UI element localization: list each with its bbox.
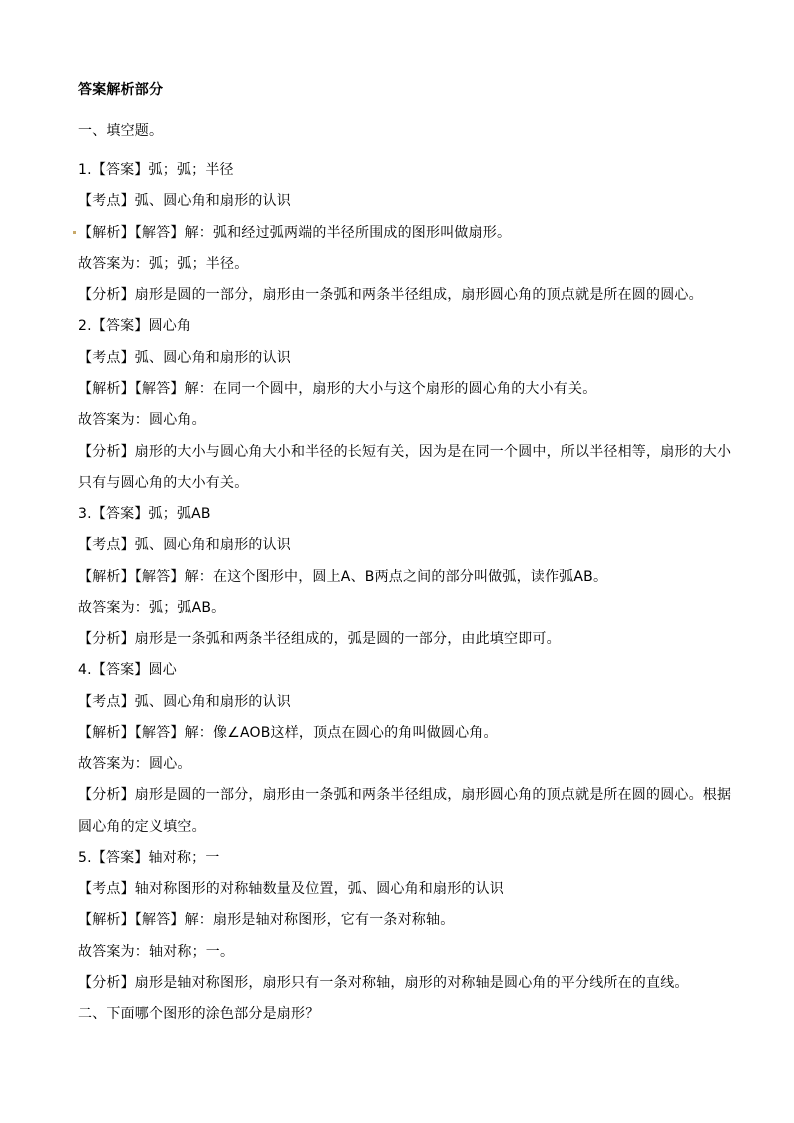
analysis-line: 【分析】扇形是轴对称图形，扇形只有一条对称轴，扇形的对称轴是圆心角的平分线所在的直线。 (78, 975, 689, 991)
explanation-line: 【解析】【解答】解：在这个图形中，圆上A、B两点之间的部分叫做弧，读作弧AB。 (78, 569, 608, 585)
analysis-line-continued: 圆心角的定义填空。 (78, 819, 206, 835)
section-heading-2: 二、下面哪个图形的涂色部分是扇形？ (78, 1006, 320, 1022)
answer-line: 5.【答案】轴对称；一 (78, 850, 220, 866)
result-line: 故答案为：弧；弧AB。 (78, 600, 226, 616)
section-heading-1: 一、填空题。 (78, 123, 164, 139)
explanation-line: 【解析】【解答】解：在同一个圆中，扇形的大小与这个扇形的圆心角的大小有关。 (78, 381, 597, 397)
answer-line: 1.【答案】弧；弧；半径 (78, 162, 234, 178)
margin-mark (73, 231, 76, 234)
result-line: 故答案为：轴对称；一。 (78, 944, 235, 960)
analysis-line: 【分析】扇形是圆的一部分，扇形由一条弧和两条半径组成，扇形圆心角的顶点就是所在圆的圆心。根据 (78, 787, 732, 803)
topic-line: 【考点】弧、圆心角和扇形的认识 (78, 193, 291, 209)
analysis-line: 【分析】扇形的大小与圆心角大小和半径的长短有关，因为是在同一个圆中，所以半径相等，扇形的大小 (78, 444, 732, 460)
analysis-line-continued: 只有与圆心角的大小有关。 (78, 475, 249, 491)
explanation-line: 【解析】【解答】解：弧和经过弧两端的半径所围成的图形叫做扇形。 (78, 225, 512, 241)
document-title: 答案解析部分 (78, 82, 164, 98)
result-line: 故答案为：圆心角。 (78, 412, 206, 428)
result-line: 故答案为：圆心。 (78, 756, 192, 772)
analysis-line: 【分析】扇形是圆的一部分，扇形由一条弧和两条半径组成，扇形圆心角的顶点就是所在圆的圆心。 (78, 287, 703, 303)
topic-line: 【考点】弧、圆心角和扇形的认识 (78, 350, 291, 366)
topic-line: 【考点】弧、圆心角和扇形的认识 (78, 694, 291, 710)
answer-line: 4.【答案】圆心 (78, 662, 177, 678)
topic-line: 【考点】轴对称图形的对称轴数量及位置，弧、圆心角和扇形的认识 (78, 881, 504, 897)
topic-line: 【考点】弧、圆心角和扇形的认识 (78, 537, 291, 553)
answer-line: 2.【答案】圆心角 (78, 318, 192, 334)
explanation-line: 【解析】【解答】解：像∠AOB这样，顶点在圆心的角叫做圆心角。 (78, 725, 498, 741)
answer-line: 3.【答案】弧；弧AB (78, 506, 211, 522)
result-line: 故答案为：弧；弧；半径。 (78, 256, 249, 272)
explanation-line: 【解析】【解答】解：扇形是轴对称图形，它有一条对称轴。 (78, 912, 455, 928)
analysis-line: 【分析】扇形是一条弧和两条半径组成的，弧是圆的一部分，由此填空即可。 (78, 631, 561, 647)
